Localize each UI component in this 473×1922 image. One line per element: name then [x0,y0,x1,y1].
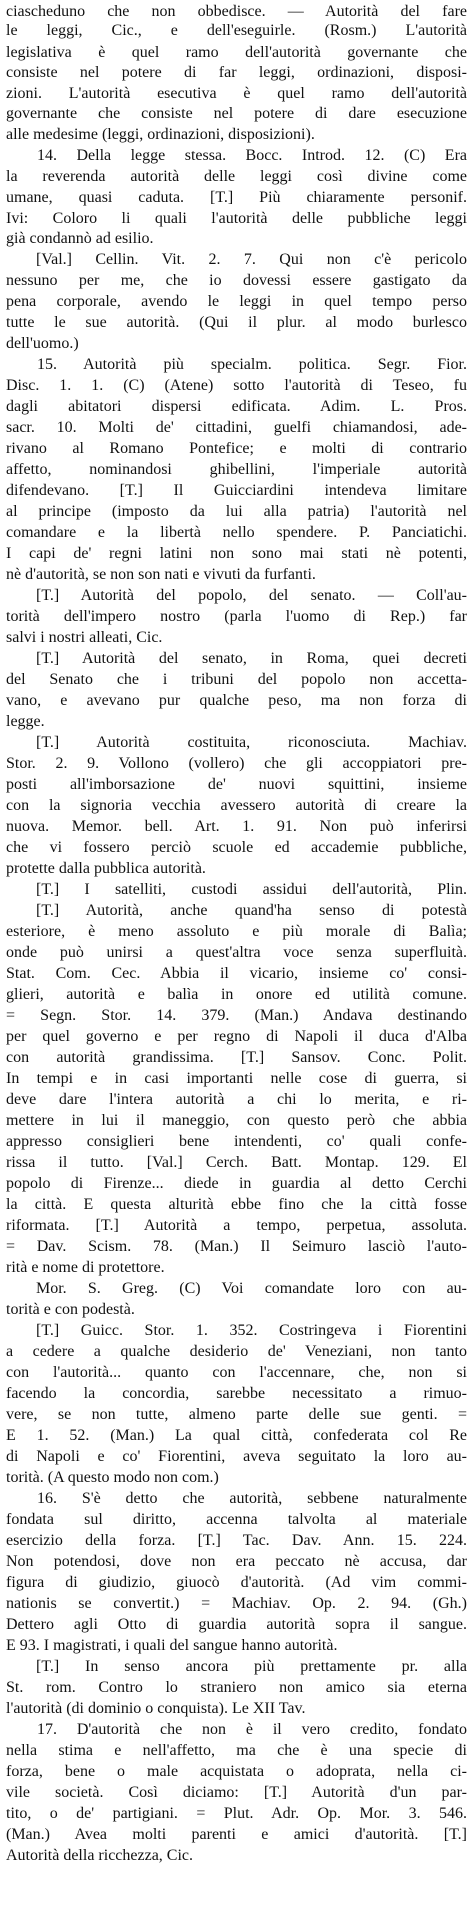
text-line: fondata sul diritto, accenna talvolta al materiale [6,1511,467,1528]
text-line: St. rom. Contro lo straniero non amico sia eterna [6,1679,467,1696]
text-line: figura di giudizio, giuocò d'autorità. (Ad vim commi- [6,1574,467,1591]
text-line: onde può unirsi a quest'altra voce senza superfluità. [6,944,467,961]
text-line: [T.] Guicc. Stor. 1. 352. Costringeva i Fiorentini [36,1322,467,1339]
text-line: salvi i nostri alleati, Cic. [6,629,163,646]
text-line: facendo la concordia, sarebbe necessitato a rimuo- [6,1385,467,1402]
text-line: affetto, nominandosi ghibellini, l'imperiale autorità [6,461,467,478]
text-line: glieri, autorità e balìa in onore ed utilità comune. [6,986,467,1003]
text-line: esercizio della forza. [T.] Tac. Dav. Ann. 15. 224. [6,1532,467,1549]
text-line: già condannò ad esilio. [6,230,154,247]
section-heading-line: 14. Della legge stessa. Bocc. Introd. 12. (C) Era [37,147,467,164]
text-line: tutte le sue autorità. (Qui il plur. al modo burlesco [6,314,467,331]
text-line: rivano al Romano Pontefice; e molti di contrario [6,440,467,457]
text-line: del Senato che i tribuni del popolo non accetta- [6,671,467,688]
text-line: governante che consiste nel potere di dare esecuzione [6,105,467,122]
text-line: [T.] I satelliti, custodi assidui dell'autorità, Plin. [36,881,467,898]
text-line: Ivi: Coloro li quali l'autorità delle pubbliche leggi [6,210,467,227]
text-line: pena corporale, avendo le leggi in quel tempo perso [6,293,467,310]
text-line: a cedere a qualche desiderio de' Veneziani, non tanto [6,1343,467,1360]
text-line: deve dare l'intera autorità a chi lo merita, e ri- [6,1091,467,1108]
text-line: = Dav. Scism. 78. (Man.) Il Seimuro lasciò l'auto- [6,1238,467,1255]
text-line: la reverenda autorità delle leggi così divine come [6,168,467,185]
text-line: alle medesime (leggi, ordinazioni, disposizioni). [6,126,315,143]
text-line: nella stima e nell'affetto, ma che è una specie di [6,1742,467,1759]
text-line: vano, e avevano pur qualche peso, ma non forza di [6,692,467,709]
text-line: [T.] Autorità del senato, in Roma, quei decreti [36,650,467,667]
text-line: vile società. Così diciamo: [T.] Autorità d'un par- [6,1784,467,1801]
text-line: di Napoli e co' Fiorentini, aveva seguitato la loro au- [6,1448,467,1465]
text-line: tito, o de' partigiani. = Plut. Adr. Op. Mor. 3. 546. [6,1805,467,1822]
text-line: E 93. I magistrati, i quali del sangue hanno autorità. [6,1637,338,1654]
text-line: Disc. 1. 1. (C) (Atene) sotto l'autorità di Teseo, fu [6,377,467,394]
text-line: zioni. L'autorità esecutiva è quel ramo dell'autorità [6,85,467,102]
text-line: riformata. [T.] Autorità a tempo, perpetua, assoluta. [6,1217,467,1234]
text-line: legislativa è quel ramo dell'autorità governante che [6,44,467,61]
text-line: sacr. 10. Molti de' cittadini, guelfi chiamandosi, ade- [6,419,467,436]
text-line: [T.] Autorità, anche quand'ha senso di potestà [36,902,467,919]
text-line: consiste nel potere di far leggi, ordinazioni, disposi- [6,64,467,81]
text-line: E 1. 52. (Man.) La qual città, confederata col Re [6,1427,467,1444]
text-line: Dettero agli Otto di guardia autorità sopra il sangue. [6,1616,467,1633]
text-line: comandare e la libertà nello spendere. P. Panciatichi. [6,524,467,541]
text-line: umane, quasi caduta. [T.] Più chiaramente personif. [6,189,467,206]
text-line: dell'uomo.) [6,335,79,352]
text-line: con autorità grandissima. [T.] Sansov. Conc. Polit. [6,1049,467,1066]
text-line: la città. E questa alturità ebbe fino che la città fosse [6,1196,467,1213]
text-line: [Val.] Cellin. Vit. 2. 7. Qui non c'è pericolo [36,251,467,268]
text-line: con l'autorità... quanto con l'accennare, che, non si [6,1364,467,1381]
text-line: rità e nome di protettore. [6,1259,165,1276]
text-line: le leggi, Cic., e dell'eseguirle. (Rosm.) L'autorità [6,22,467,39]
text-line: popolo di Firenze... diede in guardia al detto Cerchi [6,1175,467,1192]
text-line: nationis se convertit.) = Machiav. Op. 2. 94. (Gh.) [6,1595,467,1612]
text-line: Stor. 2. 9. Vollono (vollero) che gli accoppiatori pre- [6,755,467,772]
text-line: nè d'autorità, se non son nati e vivuti da furfanti. [6,566,316,583]
text-line: protette dalla pubblica autorità. [6,860,206,877]
text-line: vere, se non tutte, almeno parte delle sue genti. = [6,1406,467,1423]
text-line: l'autorità (di dominio o conquista). Le XII Tav. [6,1700,306,1717]
text-line: nuova. Memor. bell. Art. 1. 91. Non può inferirsi [6,818,467,835]
text-line: esteriore, è meno assoluto e più morale di Balìa; [6,923,467,940]
text-line: [T.] Autorità del popolo, del senato. — Coll'au- [36,587,467,604]
text-line: posti all'imborsazione de' nuovi squittini, insieme [6,776,467,793]
text-line: dagli abitatori dispersi edificata. Adim. L. Pros. [6,398,467,415]
section-heading-line: 16. S'è detto che autorità, sebbene naturalmente [37,1490,467,1507]
text-line: ciascheduno che non obbedisce. — Autorità del fare [6,3,467,20]
text-line: nessuno per me, che io dovessi essere gastigato da [6,272,467,289]
text-line: torità e con podestà. [6,1301,135,1318]
text-line: che vi fossero perciò scuole ed accademie pubbliche, [6,839,467,856]
text-line: rissa il tutto. [Val.] Cerch. Batt. Montap. 129. El [6,1154,467,1171]
text-line: difendevano. [T.] Il Guicciardini intendeva limitare [6,482,467,499]
text-line: mettere in lui il maneggio, con questo però che abbia [6,1112,467,1129]
text-line: [T.] In senso ancora più prettamente pr. alla [36,1658,467,1675]
text-line: Non potendosi, dove non era peccato nè accusa, dar [6,1553,467,1570]
text-line: Mor. S. Greg. (C) Voi comandate loro con au- [36,1280,467,1297]
text-line: [T.] Autorità costituita, riconosciuta. Machiav. [36,734,467,751]
text-line: per quel governo e per regno di Napoli il duca d'Alba [6,1028,467,1045]
text-line: In tempi e in casi importanti nelle cose di guerra, si [6,1070,467,1087]
section-heading-line: 17. D'autorità che non è il vero credito, fondato [37,1721,467,1738]
section-heading-line: 15. Autorità più specialm. politica. Segr. Fior. [37,356,467,373]
text-line: forza, bene o male acquistata o adoprata, nella ci- [6,1763,467,1780]
text-line: = Segn. Stor. 14. 379. (Man.) Andava destinando [6,1007,467,1024]
text-line: appresso consiglieri bene intendenti, co' quali confe- [6,1133,467,1150]
text-line: torità. (A questo modo non com.) [6,1469,219,1486]
text-line: Stat. Com. Cec. Abbia il vicario, insieme co' consi- [6,965,467,982]
text-line: al principe (imposto da lui alla patria) l'autorità nel [6,503,467,520]
text-line: I capi de' regni latini non sono mai stati nè potenti, [6,545,467,562]
text-line: legge. [6,713,45,730]
text-line: torità dell'impero nostro (parla l'uomo di Rep.) far [6,608,467,625]
text-line: con la signoria vecchia avessero autorità di creare la [6,797,467,814]
text-line: (Man.) Avea molti parenti e amici d'autorità. [T.] [6,1826,467,1843]
text-line: Autorità della ricchezza, Cic. [6,1847,194,1864]
